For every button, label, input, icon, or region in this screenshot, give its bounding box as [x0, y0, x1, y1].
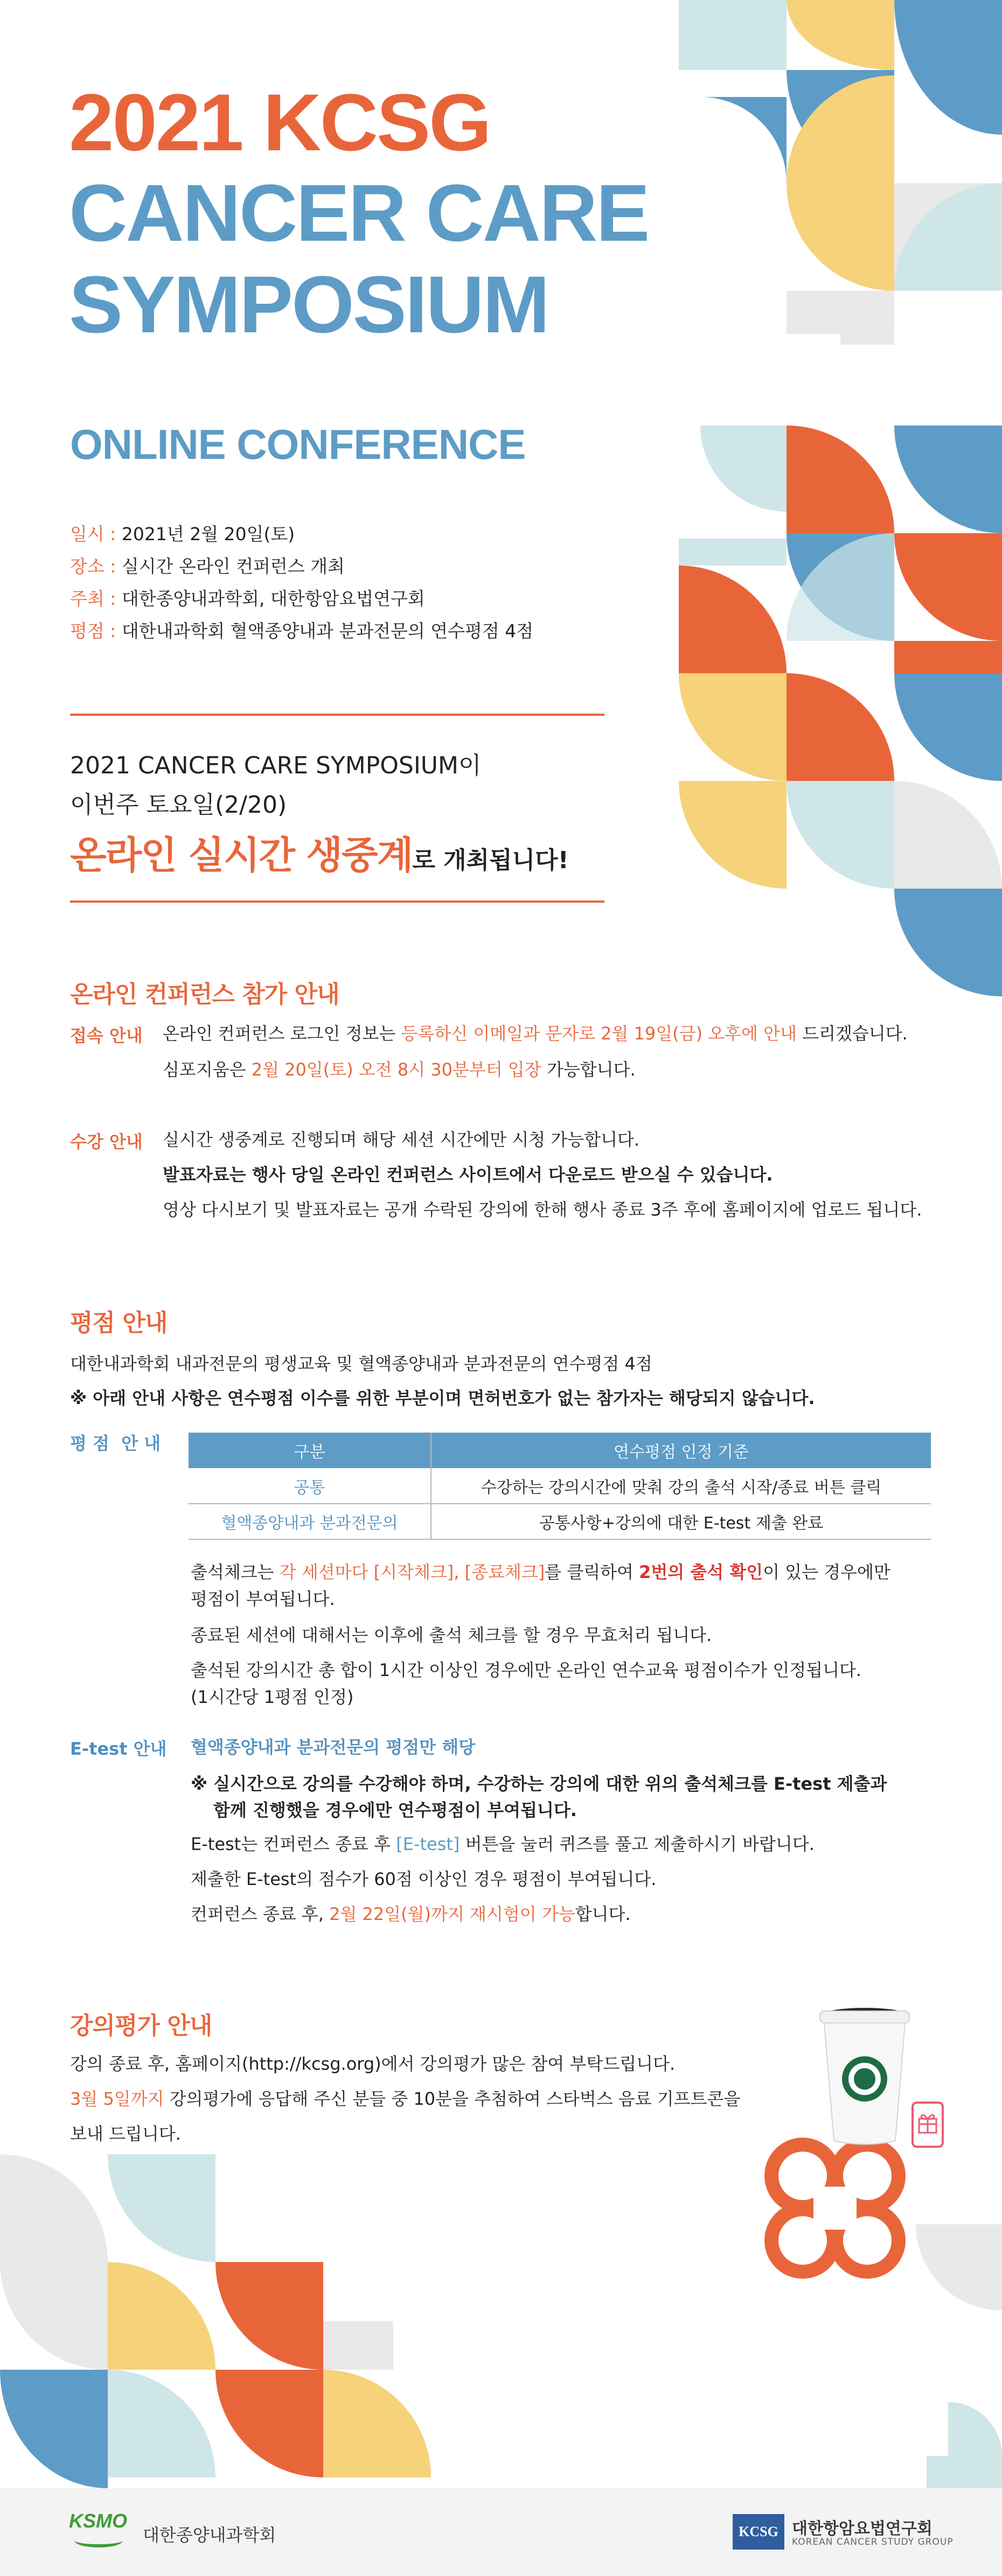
credit-table-label: 평 점 안 내 — [70, 1433, 161, 1454]
table-header: 구분 — [189, 1433, 431, 1468]
divider-top — [70, 714, 604, 716]
info-value: 대한종양내과학회, 대한항암요법연구회 — [121, 588, 425, 609]
text-segment: 드리겠습니다. — [796, 1023, 908, 1044]
attend-label: 수강 안내 — [70, 1132, 143, 1152]
info-value: 실시간 온라인 컨퍼런스 개최 — [121, 556, 345, 577]
section-heading-participation: 온라인 컨퍼런스 참가 안내 — [70, 981, 339, 1008]
text-segment: 심포지움은 — [163, 1059, 252, 1080]
title-line-1: 2021 KCSG — [69, 77, 490, 167]
etest-warning-1: ※ 실시간으로 강의를 수강해야 하며, 수강하는 강의에 대한 위의 출석체크를 E-test 제출과 — [191, 1774, 887, 1794]
eval-line-3: 보내 드립니다. — [70, 2124, 181, 2144]
text-highlight: 3월 5일까지 — [70, 2089, 164, 2109]
etest-warning-2: 함께 진행했을 경우에만 연수평점이 부여됩니다. — [213, 1800, 577, 1820]
text-highlight: 등록하신 이메일과 문자로 2월 19일(금) 오후에 안내 — [401, 1023, 797, 1044]
etest-line-2: 제출한 E-test의 점수가 60점 이상인 경우 평점이 부여됩니다. — [191, 1869, 657, 1889]
info-label: 평점 : — [70, 620, 122, 641]
coffee-cup-icon — [813, 2003, 921, 2149]
table-header-row — [189, 1433, 931, 1468]
table-header: 연수평점 인정 기준 — [431, 1433, 931, 1468]
text-segment: 출석체크는 — [191, 1562, 280, 1582]
table-cell: 혈액종양내과 분과전문의 — [189, 1504, 431, 1539]
access-line-2 — [163, 1057, 636, 1083]
text-segment: 온라인 컨퍼런스 로그인 정보는 — [163, 1023, 401, 1044]
decorative-pattern-top — [620, 0, 1002, 1023]
title-line-3: SYMPOSIUM — [69, 259, 548, 350]
check-line-1 — [191, 1559, 890, 1585]
text-segment: 이 있는 경우에만 — [763, 1562, 890, 1582]
text-segment: 합니다. — [575, 1904, 631, 1924]
announce-line-1: 2021 CANCER CARE SYMPOSIUM이 — [70, 752, 482, 779]
check-line-4: 출석된 강의시간 총 합이 1시간 이상인 경우에만 온라인 연수교육 평점이수가 인정됩니다. — [191, 1660, 862, 1680]
text-highlight: 각 세션마다 [시작체크], [종료체크] — [279, 1562, 545, 1582]
divider-bottom — [70, 900, 604, 903]
text-segment: E-test는 컨퍼런스 종료 후 — [191, 1834, 396, 1854]
text-segment: 버튼을 눌러 퀴즈를 풀고 제출하시기 바랍니다. — [460, 1834, 815, 1854]
announce-tail: 로 개최됩니다! — [412, 847, 569, 874]
check-line-5: (1시간당 1평점 인정) — [191, 1687, 354, 1707]
info-date — [70, 518, 533, 550]
announce-line-2: 이번주 토요일(2/20) — [70, 791, 287, 819]
info-place — [70, 550, 533, 583]
text-highlight: 2번의 출석 확인 — [639, 1562, 763, 1582]
kcsg-name-en: KOREAN CANCER STUDY GROUP — [792, 2537, 954, 2547]
credit-intro: 대한내과학회 내과전문의 평생교육 및 혈액종양내과 분과전문의 연수평점 4점 — [70, 1353, 652, 1374]
table-cell: 공통사항+강의에 대한 E-test 제출 완료 — [431, 1504, 931, 1539]
etest-label: E-test 안내 — [70, 1739, 167, 1759]
text-segment: 컨퍼런스 종료 후, — [191, 1904, 330, 1924]
announce-highlight: 온라인 실시간 생중계 — [70, 833, 413, 877]
subtitle: ONLINE CONFERENCE — [70, 421, 526, 468]
event-info — [70, 518, 533, 647]
etest-line-1 — [191, 1831, 815, 1857]
etest-heading: 혈액종양내과 분과전문의 평점만 해당 — [191, 1737, 476, 1757]
decorative-pattern-bottom-left — [0, 2090, 485, 2488]
title-line-2: CANCER CARE — [69, 167, 649, 258]
attend-line-3: 영상 다시보기 및 발표자료는 공개 수락된 강의에 한해 행사 종료 3주 후에 홈페이지에 업로드 됩니다. — [163, 1199, 922, 1220]
info-label: 일시 : — [70, 523, 122, 544]
text-highlight: [E-test] — [396, 1834, 460, 1854]
check-line-3: 종료된 세션에 대해서는 이후에 출석 체크를 할 경우 무효처리 됩니다. — [191, 1625, 712, 1645]
info-host — [70, 583, 533, 615]
text-segment: 강의평가에 응답해 주신 분들 중 10분을 추첨하여 스타벅스 음료 기프트콘을 — [164, 2089, 741, 2109]
info-credit — [70, 615, 533, 647]
info-value: 2021년 2월 20일(토) — [121, 523, 295, 544]
text-segment: 를 클릭하여 — [545, 1562, 639, 1582]
kcsg-clover-icon — [757, 2130, 913, 2286]
table-row — [189, 1468, 931, 1504]
kcsg-name: 대한항암요법연구회 — [792, 2519, 933, 2538]
check-line-2: 평점이 부여됩니다. — [191, 1589, 335, 1609]
table-cell: 공통 — [189, 1468, 431, 1504]
text-highlight: 2월 22일(월)까지 재시험이 가능 — [329, 1904, 575, 1924]
credit-table — [189, 1433, 931, 1540]
access-line-1 — [163, 1021, 908, 1046]
ksmo-name: 대한종양내과학회 — [143, 2525, 276, 2545]
eval-line-1: 강의 종료 후, 홈페이지(http://kcsg.org)에서 강의평가 많은 참여 부탁드립니다. — [70, 2054, 676, 2074]
attend-line-1: 실시간 생중계로 진행되며 해당 세션 시간에만 시청 가능합니다. — [163, 1129, 640, 1150]
ksmo-logo — [69, 2510, 134, 2553]
announce-line-3 — [70, 825, 569, 879]
attend-line-2: 발표자료는 행사 당일 온라인 컨퍼런스 사이트에서 다운로드 받으실 수 있습니다. — [163, 1164, 773, 1185]
ksmo-swoosh-icon — [74, 2533, 123, 2547]
access-label: 접속 안내 — [70, 1025, 143, 1046]
table-row — [189, 1504, 931, 1539]
etest-line-3 — [191, 1901, 631, 1927]
credit-notice: ※ 아래 안내 사항은 연수평점 이수를 위한 부분이며 면허번호가 없는 참가자는 해당되지 않습니다. — [70, 1388, 815, 1408]
section-heading-evaluation: 강의평가 안내 — [70, 2012, 212, 2040]
info-label: 주최 : — [70, 588, 122, 609]
gift-icon — [910, 2100, 945, 2149]
section-heading-credit: 평점 안내 — [70, 1309, 168, 1337]
text-segment: 가능합니다. — [541, 1059, 636, 1080]
footer — [0, 2488, 1002, 2576]
kcsg-logo — [733, 2514, 784, 2550]
kcsg-logo-text: KCSG — [739, 2524, 778, 2539]
info-label: 장소 : — [70, 556, 122, 577]
text-highlight: 2월 20일(토) 오전 8시 30분부터 입장 — [251, 1059, 541, 1080]
eval-line-2 — [70, 2086, 740, 2112]
info-value: 대한내과학회 혈액종양내과 분과전문의 연수평점 4점 — [121, 620, 534, 641]
table-cell: 수강하는 강의시간에 맞춰 강의 출석 시작/종료 버튼 클릭 — [431, 1468, 931, 1504]
ksmo-logo-text: KSMO — [69, 2510, 127, 2532]
